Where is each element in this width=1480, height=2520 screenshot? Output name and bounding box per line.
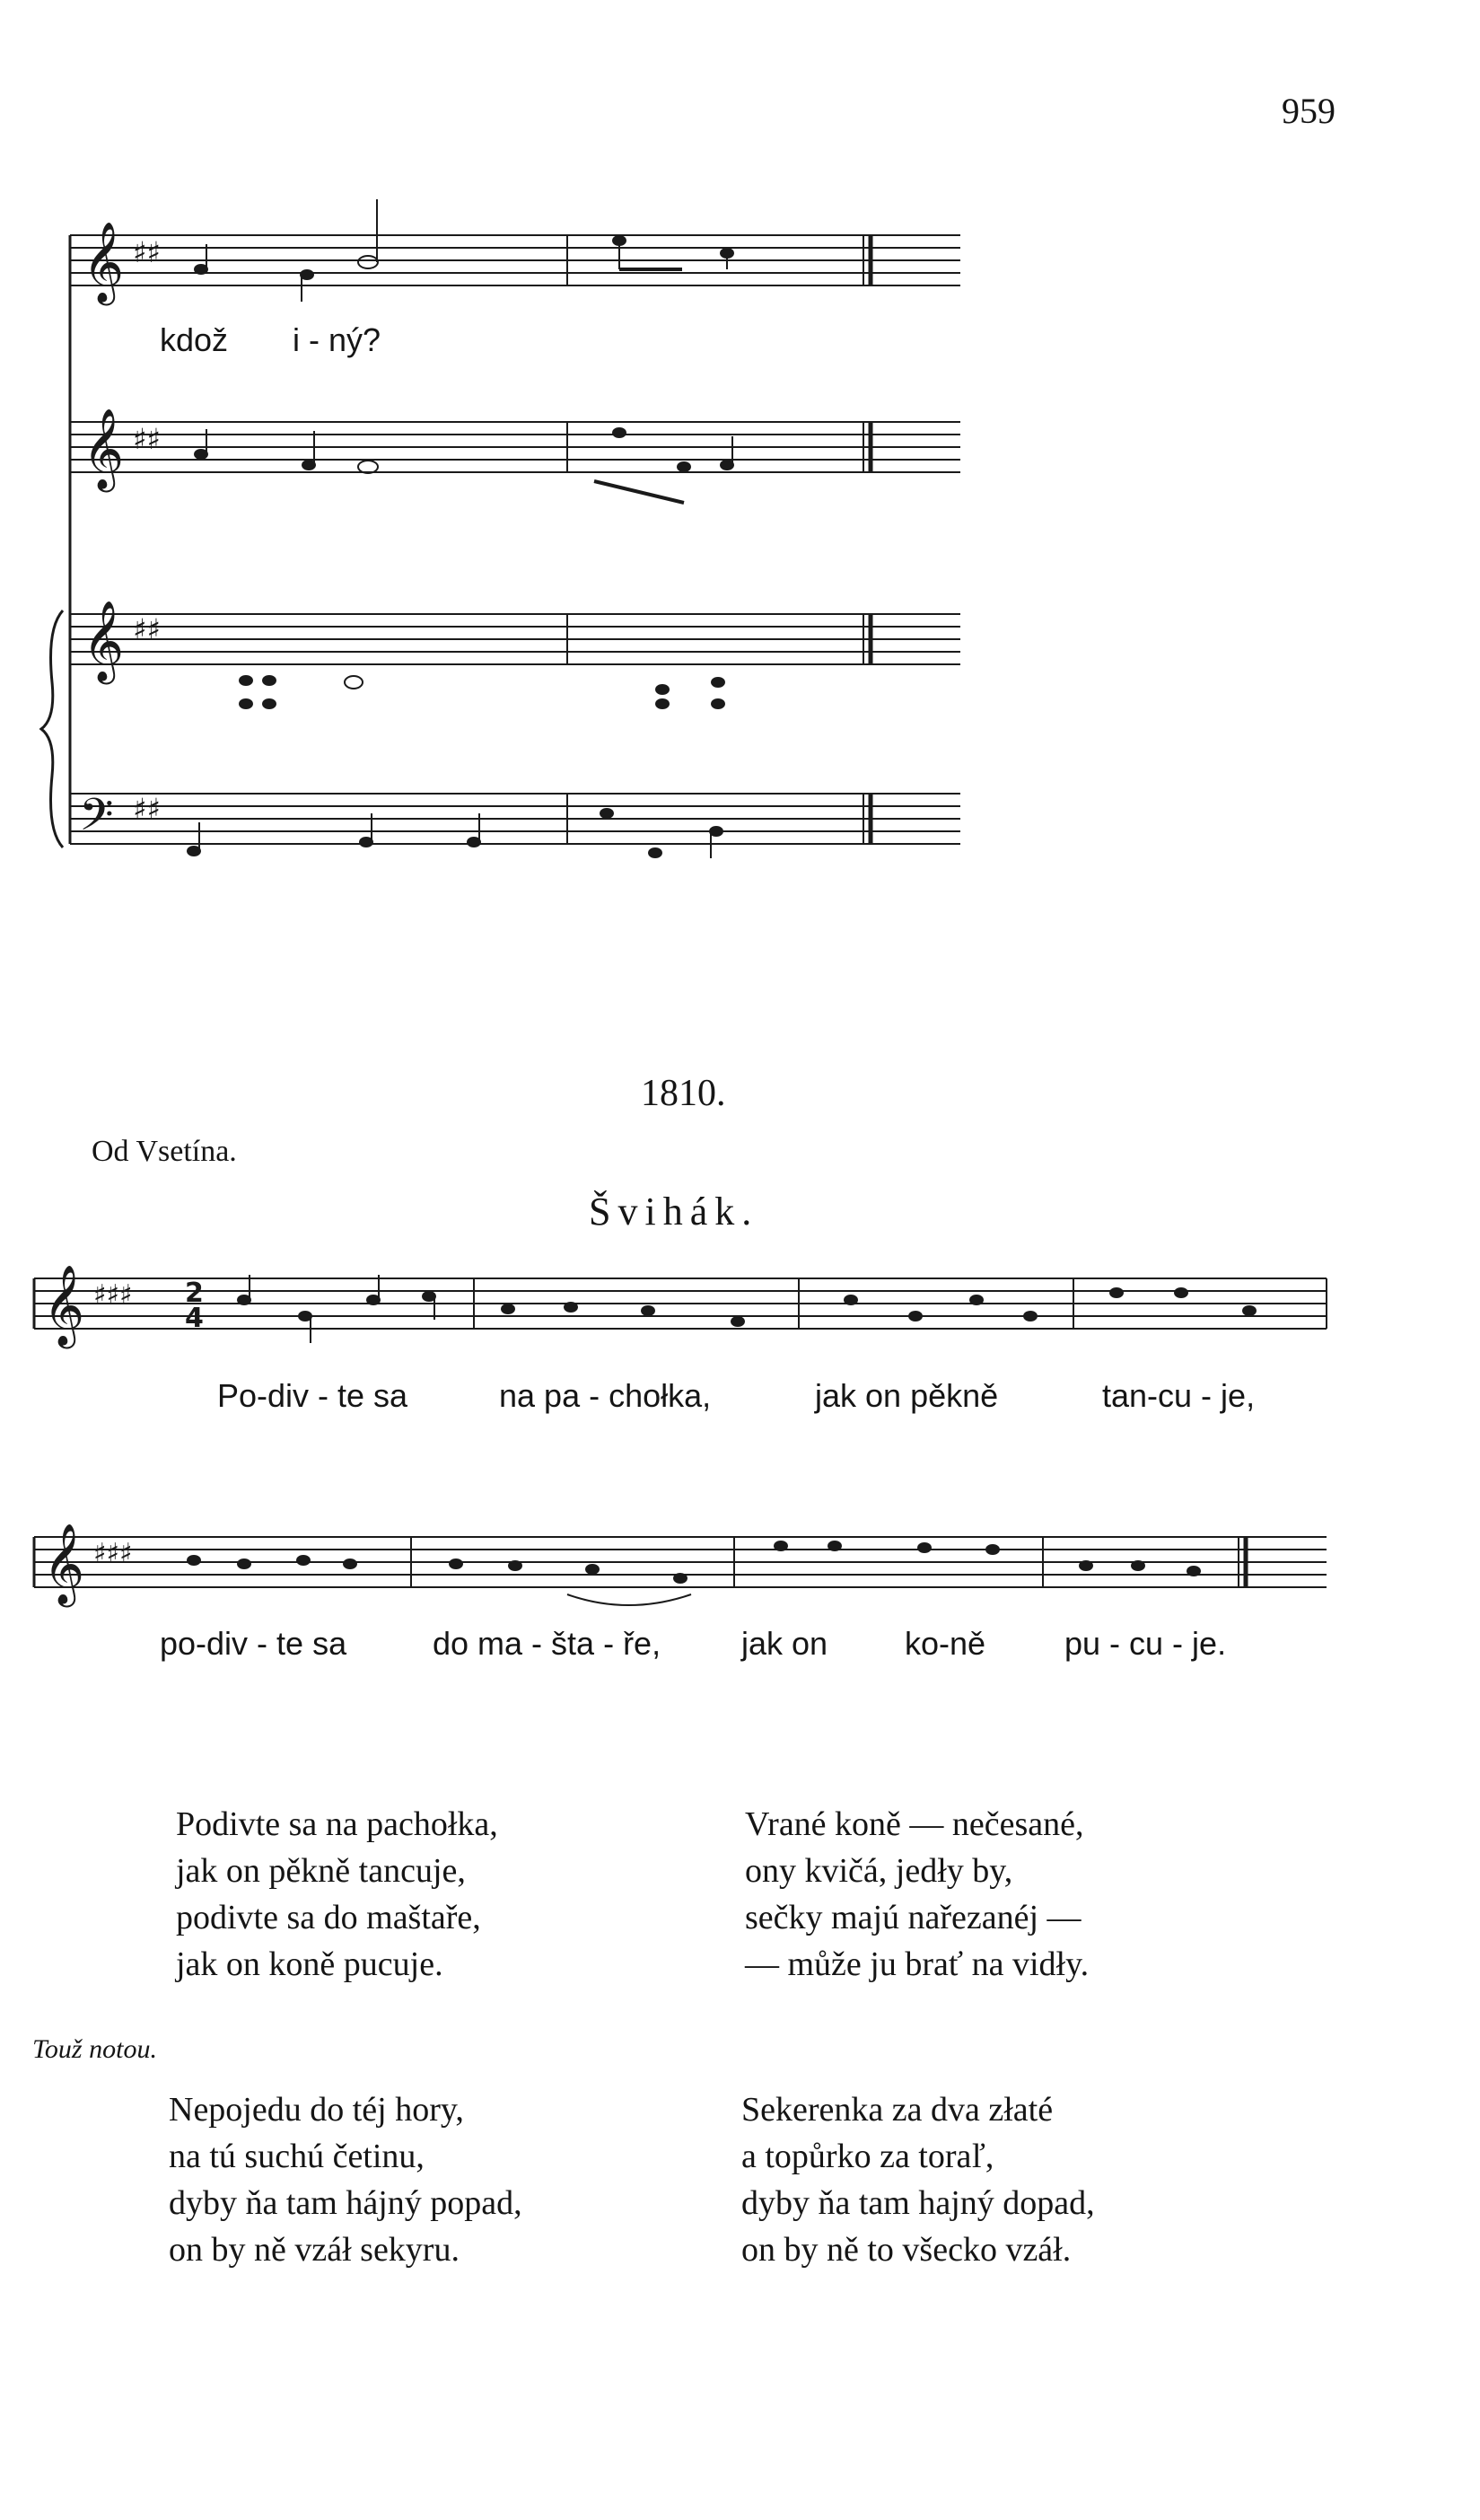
prev-lyric-1: kdož xyxy=(160,321,229,358)
staff-1-lines xyxy=(70,235,960,285)
page-number: 959 xyxy=(1282,91,1336,131)
staff-2-lines xyxy=(70,422,960,472)
time-sig-top: 2 xyxy=(185,1278,204,1309)
treble-clef-icon: 𝄞 xyxy=(83,408,125,489)
lyric-line1-seg3: jak on pěkně xyxy=(815,1377,999,1414)
verse-1-col1 xyxy=(176,1801,498,1988)
prev-lyric-2: i - ný? xyxy=(293,321,381,358)
verse-line: dyby ňa tam hájný popad, xyxy=(169,2184,522,2222)
verse-line: on by ně to všecko vzáł. xyxy=(741,2231,1072,2269)
verse-line: — může ju brať na vidły. xyxy=(745,1945,1090,1983)
verse-2-col2 xyxy=(741,2086,1095,2273)
lyric-line1-seg2: na pa - chołka, xyxy=(499,1377,712,1414)
lyric-line1-seg1: Po-div - te sa xyxy=(217,1377,408,1414)
verse-1-col2 xyxy=(745,1801,1089,1988)
svg-text:♯♯: ♯♯ xyxy=(133,612,161,646)
lyric-line2-seg1: po-div - te sa xyxy=(160,1625,347,1662)
song-number: 1810. xyxy=(641,1073,726,1114)
svg-text:♯♯♯: ♯♯♯ xyxy=(93,1538,133,1569)
song-origin: Od Vsetína. xyxy=(92,1135,237,1168)
verse-line: on by ně vzáł sekyru. xyxy=(169,2231,460,2269)
verse-line: podivte sa do maštaře, xyxy=(176,1899,481,1936)
verse-line: jak on koně pucuje. xyxy=(176,1945,443,1983)
svg-text:♯♯♯: ♯♯♯ xyxy=(93,1279,133,1311)
verse-2-col1 xyxy=(169,2086,522,2273)
verse-line: sečky majú nařezanéj — xyxy=(745,1899,1082,1936)
treble-clef-icon: 𝄞 xyxy=(83,601,125,681)
treble-clef-icon: 𝄞 xyxy=(43,1265,85,1346)
lyric-line2-seg2: do ma - šta - ře, xyxy=(433,1625,661,1662)
lyric-line2-seg3: jak on xyxy=(741,1625,828,1662)
staff-3-lines xyxy=(70,614,960,664)
song-staff-a-lines xyxy=(34,1278,1327,1329)
verse-line: Sekerenka za dva złaté xyxy=(741,2091,1054,2129)
verse-line: a topůrko za toraľ, xyxy=(741,2138,994,2175)
svg-text:♯♯: ♯♯ xyxy=(133,235,161,269)
svg-text:♯♯: ♯♯ xyxy=(133,792,161,826)
lyric-line1-seg4: tan-cu - je, xyxy=(1102,1377,1256,1414)
bass-clef-icon: 𝄢 xyxy=(79,789,114,852)
treble-clef-icon: 𝄞 xyxy=(43,1523,85,1604)
staff-4-lines xyxy=(70,794,960,844)
verse-line: Vrané koně — nečesané, xyxy=(745,1805,1084,1843)
verse-line: jak on pěkně tancuje, xyxy=(176,1852,466,1890)
verse-line: Podivte sa na pachołka, xyxy=(176,1805,498,1843)
verse-line: dyby ňa tam hajný dopad, xyxy=(741,2184,1095,2222)
lyric-line2-seg4: ko-ně xyxy=(905,1625,986,1662)
verse-line: na tú suchú četinu, xyxy=(169,2138,425,2175)
verse-line: ony kvičá, jedły by, xyxy=(745,1852,1013,1890)
treble-clef-icon: 𝄞 xyxy=(83,222,125,303)
verse-line: Nepojedu do téj hory, xyxy=(169,2091,464,2129)
song-title: Švihák. xyxy=(589,1190,759,1234)
time-sig-bottom: 4 xyxy=(185,1303,204,1334)
svg-text:♯♯: ♯♯ xyxy=(133,422,161,456)
same-tune-note: Touž notou. xyxy=(32,2034,157,2064)
lyric-line2-seg5: pu - cu - je. xyxy=(1064,1625,1227,1662)
